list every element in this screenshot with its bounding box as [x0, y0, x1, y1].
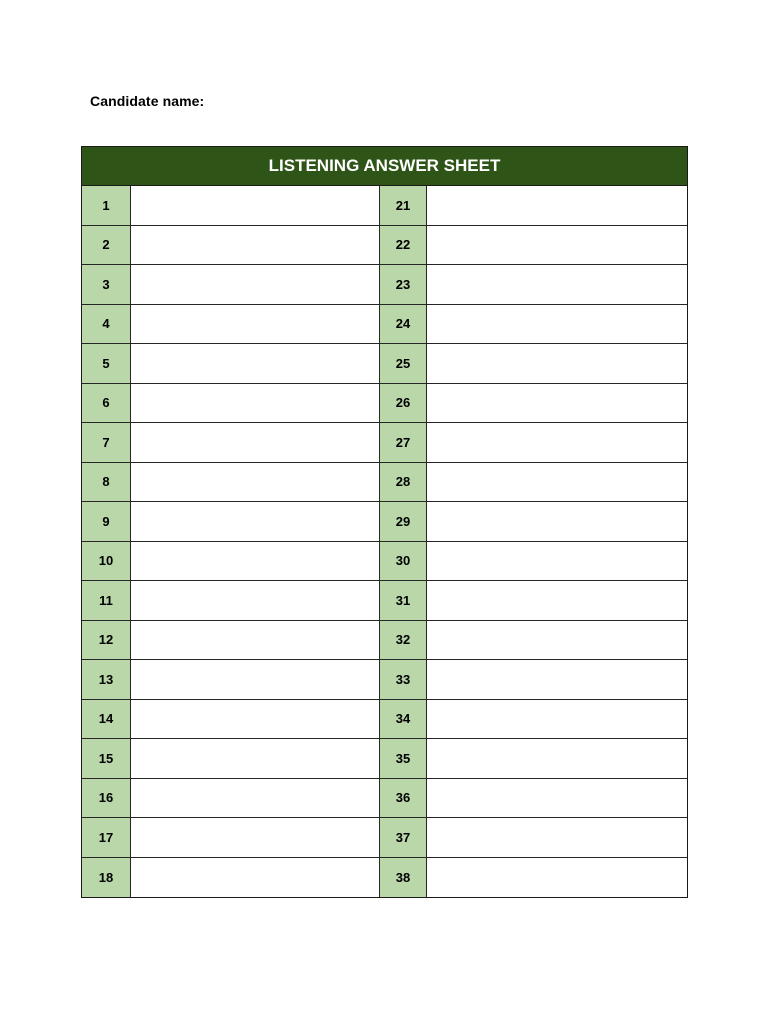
answer-field[interactable] [131, 779, 379, 818]
answer-field[interactable] [131, 344, 379, 383]
question-number: 23 [379, 265, 427, 304]
answer-field[interactable] [427, 344, 687, 383]
answer-field[interactable] [131, 542, 379, 581]
answer-row [82, 384, 687, 424]
answer-row [82, 621, 687, 661]
answer-row [82, 423, 687, 463]
answer-field[interactable] [427, 700, 687, 739]
question-number: 9 [82, 502, 131, 541]
answer-field[interactable] [427, 384, 687, 423]
answer-row [82, 581, 687, 621]
answer-field[interactable] [427, 463, 687, 502]
question-number: 12 [82, 621, 131, 660]
answer-row [82, 226, 687, 266]
answer-field[interactable] [131, 265, 379, 304]
answer-row [82, 265, 687, 305]
answer-field[interactable] [131, 818, 379, 857]
question-number: 27 [379, 423, 427, 462]
answer-field[interactable] [131, 423, 379, 462]
answer-row [82, 463, 687, 503]
answer-field[interactable] [427, 265, 687, 304]
question-number: 5 [82, 344, 131, 383]
question-number: 10 [82, 542, 131, 581]
answer-field[interactable] [131, 660, 379, 699]
answer-field[interactable] [427, 660, 687, 699]
question-number: 2 [82, 226, 131, 265]
answer-sheet-table [81, 146, 688, 898]
question-number: 7 [82, 423, 131, 462]
answer-field[interactable] [131, 186, 379, 225]
answer-row [82, 344, 687, 384]
answer-field[interactable] [427, 542, 687, 581]
question-number: 30 [379, 542, 427, 581]
question-number: 4 [82, 305, 131, 344]
question-number: 28 [379, 463, 427, 502]
question-number: 17 [82, 818, 131, 857]
answer-row [82, 660, 687, 700]
answer-row [82, 502, 687, 542]
answer-field[interactable] [131, 384, 379, 423]
question-number: 13 [82, 660, 131, 699]
candidate-name-label: Candidate name: [90, 93, 205, 109]
question-number: 25 [379, 344, 427, 383]
question-number: 33 [379, 660, 427, 699]
answer-field[interactable] [427, 305, 687, 344]
answer-field[interactable] [427, 502, 687, 541]
question-number: 36 [379, 779, 427, 818]
answer-field[interactable] [427, 581, 687, 620]
question-number: 6 [82, 384, 131, 423]
answer-row [82, 700, 687, 740]
answer-field[interactable] [131, 700, 379, 739]
question-number: 22 [379, 226, 427, 265]
answer-field[interactable] [131, 502, 379, 541]
answer-row [82, 779, 687, 819]
answer-row [82, 818, 687, 858]
answer-rows [82, 186, 687, 897]
question-number: 29 [379, 502, 427, 541]
answer-field[interactable] [131, 739, 379, 778]
question-number: 32 [379, 621, 427, 660]
answer-field[interactable] [427, 423, 687, 462]
question-number: 26 [379, 384, 427, 423]
question-number: 21 [379, 186, 427, 225]
question-number: 31 [379, 581, 427, 620]
answer-field[interactable] [427, 739, 687, 778]
answer-field[interactable] [427, 621, 687, 660]
answer-row [82, 739, 687, 779]
answer-field[interactable] [427, 858, 687, 898]
question-number: 18 [82, 858, 131, 898]
answer-row [82, 305, 687, 345]
answer-field[interactable] [427, 779, 687, 818]
question-number: 35 [379, 739, 427, 778]
question-number: 24 [379, 305, 427, 344]
question-number: 11 [82, 581, 131, 620]
question-number: 38 [379, 858, 427, 898]
question-number: 16 [82, 779, 131, 818]
question-number: 15 [82, 739, 131, 778]
answer-field[interactable] [131, 858, 379, 898]
question-number: 14 [82, 700, 131, 739]
answer-field[interactable] [427, 226, 687, 265]
answer-field[interactable] [427, 818, 687, 857]
question-number: 34 [379, 700, 427, 739]
sheet-title: LISTENING ANSWER SHEET [82, 147, 687, 186]
question-number: 1 [82, 186, 131, 225]
question-number: 8 [82, 463, 131, 502]
answer-row [82, 858, 687, 898]
answer-row [82, 186, 687, 226]
answer-row [82, 542, 687, 582]
answer-field[interactable] [131, 226, 379, 265]
answer-field[interactable] [131, 621, 379, 660]
answer-field[interactable] [131, 581, 379, 620]
answer-field[interactable] [131, 463, 379, 502]
answer-field[interactable] [427, 186, 687, 225]
answer-field[interactable] [131, 305, 379, 344]
question-number: 37 [379, 818, 427, 857]
question-number: 3 [82, 265, 131, 304]
